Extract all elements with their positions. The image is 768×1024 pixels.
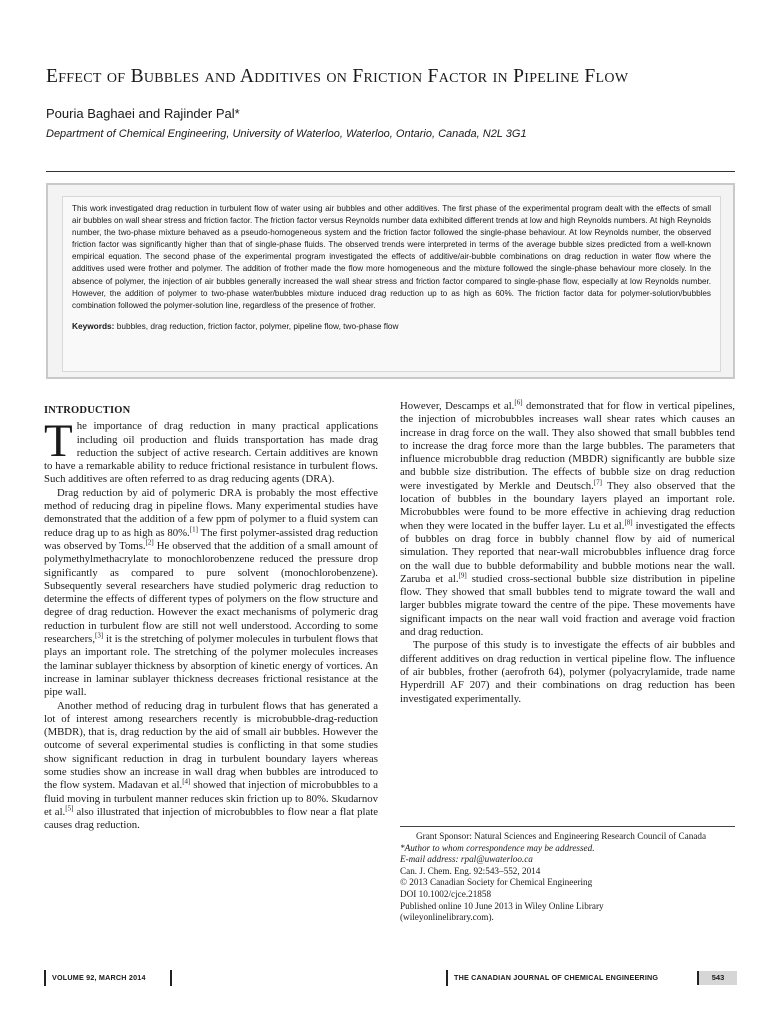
citation-ref[interactable]: [4]	[182, 777, 191, 786]
page-number: 543	[697, 971, 737, 985]
journal-citation: Can. J. Chem. Eng. 92:543–552, 2014	[400, 865, 541, 876]
keywords-label: Keywords:	[72, 320, 115, 331]
body-column-right	[400, 400, 735, 706]
title-rule	[46, 171, 735, 172]
grant-sponsor: Grant Sponsor: Natural Sciences and Engineering Research Council of Canada	[416, 831, 707, 841]
abstract-text: This work investigated drag reduction in turbulent flow of water using air bubbles and other additives. The first phase of the experimental program dealt with the effects of small air bubbles on wall shear stress and friction factor. The friction factor versus Reynolds number data exhibited different trends at low and high Reynolds numbers. At high Reynolds number, the two-phase mixture behaved as a pseudo-homogeneous system and the friction factor followed the single-phase behaviour. At low Reynolds number, the observed friction factor was significantly higher than that of single-phase fluids. The observed trends were interpreted in terms of the average bubble sizes predicted from a well-known empirical equation. The second phase of the experimental program investigated the effects of additive/air-bubble combinations on drag reduction in water flow where the additives used were frother and polymer. The addition of frother made the flow more homogeneous and the mixture followed the single-phase behaviour more closely. In the absence of polymer, the injection of air bubbles generally increased the wall shear stress and friction factor compared to single-phase flow, especially at low Reynolds number. However, the addition of polymer to two-phase water/bubbles mixture induced drag reduction up to as high as 60%. The friction factor data for polymer-solution/bubbles combination followed the polymer-solution line, regardless of the presence of frother.	[72, 204, 711, 310]
section-heading-introduction: INTRODUCTION	[44, 405, 131, 416]
citation-ref[interactable]: [2]	[145, 538, 154, 547]
drop-cap: T	[44, 415, 73, 468]
article-footnote	[400, 826, 735, 924]
keywords-line	[72, 321, 711, 331]
abstract-box	[46, 183, 735, 379]
citation-ref[interactable]: [8]	[624, 518, 633, 527]
keywords-list: bubbles, drag reduction, friction factor, polymer, pipeline flow, two-phase flow	[116, 320, 399, 331]
intro-paragraph-4: However, Descamps et al.[6] demonstrated that for flow in vertical pipelines, the injection of microbubbles increases wall shear rates which causes an increase in drag force on the wall. They also showed that small bubbles tend to increase the drag force more than the large bubbles. The parameters that influence microbubble drag reduction (MBDR) significantly are bubble size and bubble size distribution. The effects of bubble size on drag reduction were investigated by Merkle and Deutsch.[7] They also observed that the location of bubbles in the boundary layers played an important role. Microbubbles were found to be more effective in achieving drag reduction when they were located in the buffer layer. Lu et al.[8] investigated the effects of bubbles on drag force in bubbly channel flow by aid of numerical simulation. They reported that near-wall microbubbles influence drag force on the wall due to bubble deformability and bubble motions near the wall. Zaruba et al.[9] studied cross-sectional bubble size distribution in pipeline flow. They showed that small bubbles tend to migrate toward the wall and larger bubbles migrate toward the centre of the pipe. These movements have significant impacts on the near wall void fraction and average void fraction and drag reduction.	[400, 398, 735, 639]
published-line: Published online 10 June 2013 in Wiley Online Library	[400, 900, 604, 911]
body-column-left	[44, 404, 378, 833]
citation-ref[interactable]: [1]	[189, 525, 198, 534]
citation-ref[interactable]: [3]	[95, 631, 104, 640]
footer-volume: VOLUME 92, MARCH 2014	[44, 970, 146, 986]
doi-line[interactable]: DOI 10.1002/cjce.21858	[400, 888, 492, 899]
abstract-panel	[62, 196, 721, 372]
intro-paragraph-1: The importance of drag reduction in many practical applications including oil production and fluids transportation has made drag reduction the subject of active research. Certain additives are known to have a remarkable ability to reduce frictional resistance in turbulent flows. Such additives are often referred to as drag reducing agents (DRA).	[44, 415, 378, 486]
copyright-line: © 2013 Canadian Society for Chemical Engineering	[400, 877, 593, 888]
footer-divider	[170, 970, 172, 986]
affiliation: Department of Chemical Engineering, University of Waterloo, Waterloo, Ontario, Canada, N2L 3G1	[46, 128, 527, 140]
citation-ref[interactable]: [7]	[593, 478, 602, 487]
footer-journal: THE CANADIAN JOURNAL OF CHEMICAL ENGINEERING	[446, 970, 658, 986]
intro-paragraph-2: Drag reduction by aid of polymeric DRA is probably the most effective method of reducing drag in pipeline flows. Many experimental studies have demonstrated that the addition of a few ppm of polymer to a fluid system can reduce drag up to as high as 80%.[1] The first polymer-assisted drag reduction was observed by Toms.[2] He observed that the addition of a small amount of polymethylmethacrylate to monochlorobenzene reduced the pressure drop significantly as compared to pure solvent (monochlorobenzene). Subsequently several researchers have studied polymeric drag reduction to determine the effects of different types of polymers on the flow structure and degree of drag reduction. However the exact mechanisms of polymeric drag reduction in turbulent flow are still not well understood. According to some researchers,[3] it is the stretching of polymer molecules in turbulent flows that plays an important role. The stretching of the polymer molecules increases the laminar sublayer thickness by absorption of kinetic energy of vortices. An increase in laminar sublayer thickness decreases frictional resistance at the pipe wall.	[44, 486, 378, 699]
authors: Pouria Baghaei and Rajinder Pal*	[46, 106, 240, 121]
intro-paragraph-3: Another method of reducing drag in turbulent flows that has generated a lot of interest among researchers recently is microbubble-drag-reduction (MBDR), that is, drag reduction by the aid of small air bubbles. However the outcome of several experimental studies is conflicting in that some studies show significant reduction in drag in turbulent boundary layers whereas some studies show an increase in wall drag when bubbles are introduced to the flow system. Madavan et al.[4] showed that injection of microbubbles to a fluid moving in turbulent manner reduces skin friction up to 80%. Skudarnov et al.[5] also illustrated that injection of microbubbles to flow near a flat plate causes drag reduction.	[44, 699, 379, 832]
email-address[interactable]: E-mail address: rpal@uwaterloo.ca	[400, 854, 533, 865]
paper-title: Effect of Bubbles and Additives on Friction Factor in Pipeline Flow	[46, 66, 629, 87]
citation-ref[interactable]: [9]	[458, 571, 467, 580]
intro-paragraph-5: The purpose of this study is to investigate the effects of air bubbles and different additives on drag reduction in vertical pipeline flow. The influence of air bubbles, frother (aerofroth 64), polymer (polyacrylamide, trade name Hyperdrill AF 207) and their combinations on drag reduction has been investigated experimentally.	[400, 639, 735, 705]
citation-ref[interactable]: [6]	[514, 398, 523, 407]
citation-ref[interactable]: [5]	[65, 804, 74, 813]
library-link[interactable]: (wileyonlinelibrary.com).	[400, 912, 494, 923]
correspondence-note: *Author to whom correspondence may be addressed.	[400, 842, 595, 853]
